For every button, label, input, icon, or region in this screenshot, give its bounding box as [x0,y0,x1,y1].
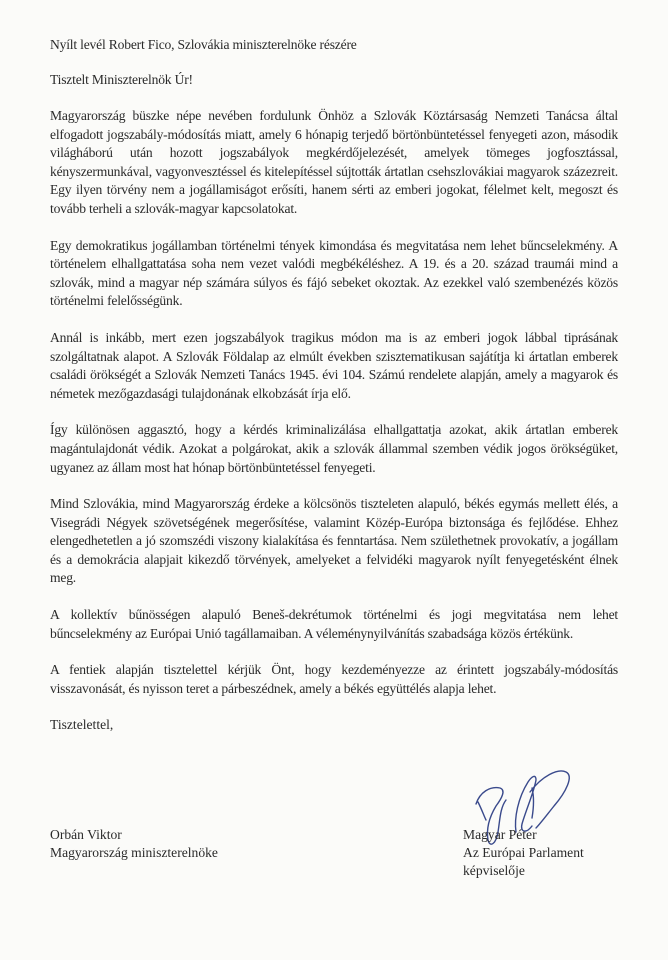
signatory-right [463,826,584,880]
paragraph-6: A kollektív bűnösségen alapuló Beneš-dekrétumok történelmi és jogi megvitatása nem lehet bűncselekmény az Európai Unió tagállamaiban. A véleménynyilvánítás szabadsága közös értékünk. [50,607,618,641]
signatory-title: Az Európai Parlament [463,845,584,860]
paragraph-2: Egy demokratikus jogállamban történelmi tények kimondása és megvitatása nem lehet bűncselekmény. A történelem elhallgattatása soha nem vezet valódi megbékéléshez. A 19. és a 20. század traumái mind a szlovák, mind a magyar nép számára súlyos és fájó sebeket okoztak. Az ezekkel való szembenézés közös történelmi felelősségünk. [50,237,618,309]
closing: Tisztelettel, [50,717,114,733]
signatory-title: képviselője [463,863,525,878]
signatory-left [50,826,218,862]
salutation: Tisztelt Miniszterelnök Úr! [50,72,193,87]
paragraph-7: A fentiek alapján tisztelettel kérjük Önt, hogy kezdeményezze az érintett jogszabály-módosítás visszavonását, és nyisson teret a párbeszédnek, amely a békés együttélés alapja lehet. [50,662,618,696]
paragraph-1: Magyarország büszke népe nevében fordulunk Önhöz a Szlovák Köztársaság Nemzeti Tanácsa által elfogadott jogszabály-módosítás miatt, amely 6 hónapig terjedő börtönbüntetéssel fenyegeti azon, második világháború után hozott jogszabályok megkérdőjelezését, amelyek tömeges jogfosztással, kényszermunkával, vagyonvesztéssel és kitelepítéssel sújtották ártatlan csehszlovákiai magyarok százezreit. Egy ilyen törvény nem a jogállamiságot erősíti, hanem sérti az emberi jogokat, félelmet kelt, megoszt és tovább terheli a szlovák-magyar kapcsolatokat. [50,108,618,216]
signatory-title: Magyarország miniszterelnöke [50,845,218,860]
signatory-name: Magyar Péter [463,827,537,842]
paragraph-5: Mind Szlovákia, mind Magyarország érdeke a kölcsönös tiszteleten alapuló, békés egymás mellett élés, a Visegrádi Négyek szövetségének megerősítése, valamint Közép-Európa biztonsága és fejlődése. Ehhez elengedhetetlen a jó szomszédi viszony kialakítása és fenntartása. Nem születhetnek provokatív, a jogállam és a demokrácia alapjait kikezdő törvények, amelyeket a felvidéki magyarok nyílt fenyegetésként élnek meg. [50,496,618,586]
letter-heading: Nyílt levél Robert Fico, Szlovákia miniszterelnöke részére [50,37,357,52]
paragraph-4: Így különösen aggasztó, hogy a kérdés kriminalizálása elhallgattatja azokat, akik ártatlan emberek magántulajdonát védik. Azokat a polgárokat, akik a szlovák állammal szemben védik jogos örökségüket, ugyanez az állam most hat hónap börtönbüntetéssel fenyegeti. [50,422,618,475]
signatory-name: Orbán Viktor [50,827,122,842]
paragraph-3: Annál is inkább, mert ezen jogszabályok tragikus módon ma is az emberi jogok lábbal tiprásának szolgáltatnak alapot. A Szlovák Földalap az elmúlt években szisztematikusan sajátítja ki ártatlan emberek családi örökségét a Szlovák Nemzeti Tanács 1945. évi 104. Számú rendelete alapján, amely a magyarok és németek mezőgazdasági tulajdonának elkobzását írja elő. [50,329,618,401]
